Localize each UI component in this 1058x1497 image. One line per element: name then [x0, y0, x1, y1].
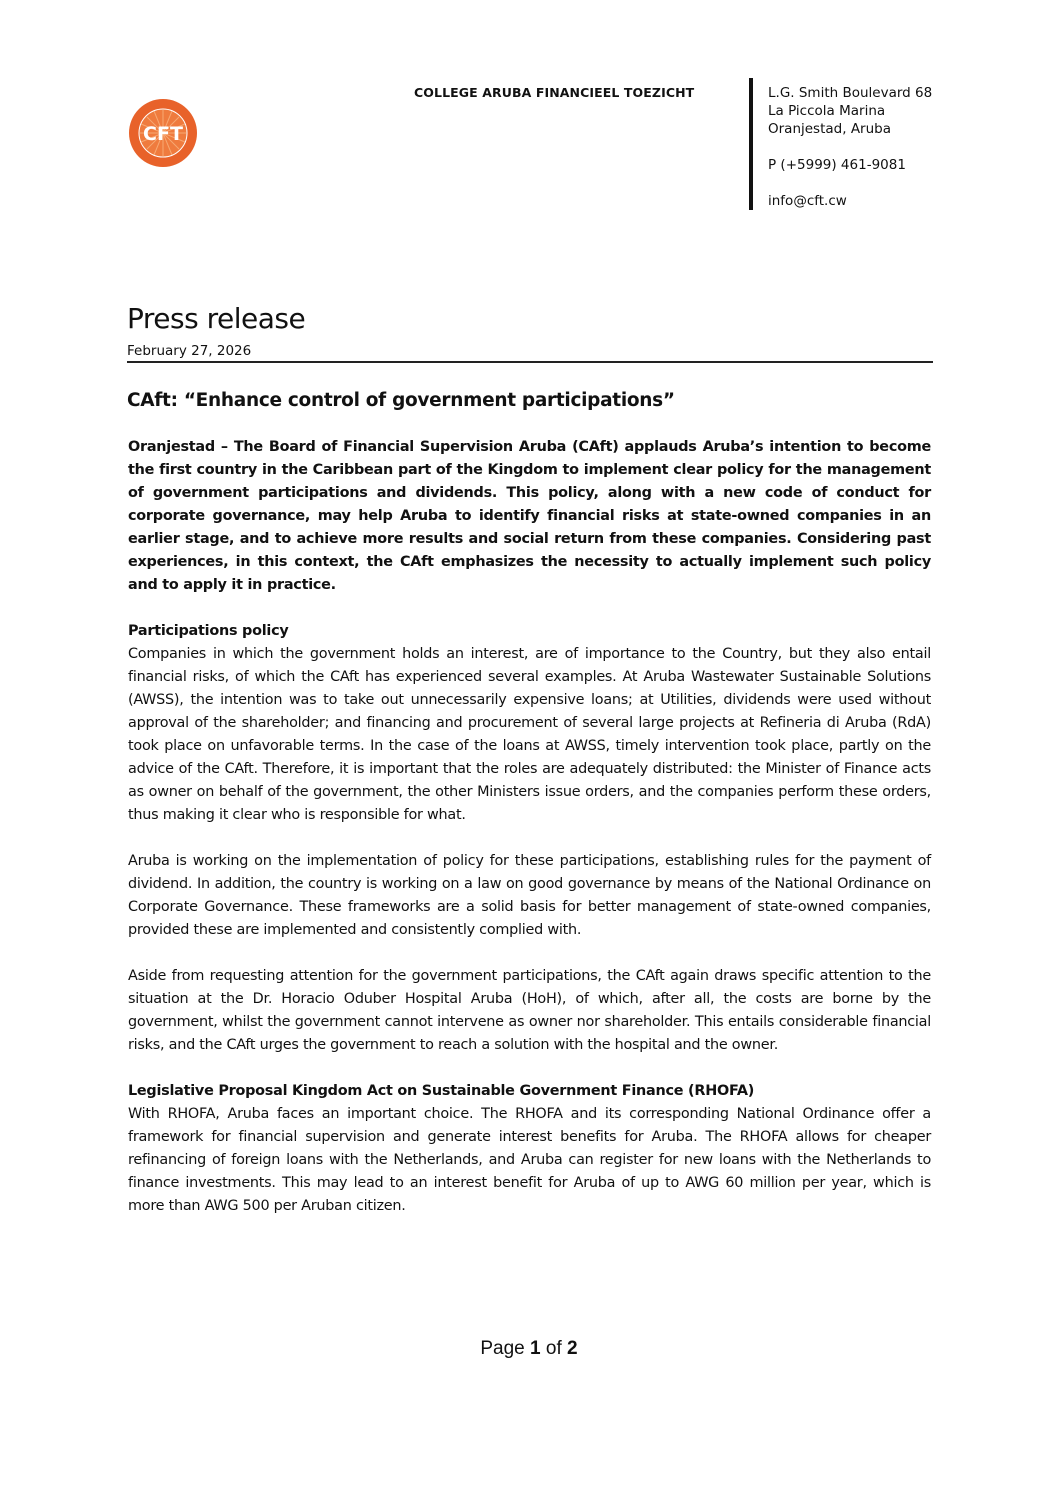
address-line-2: La Piccola Marina — [768, 103, 886, 119]
email-address[interactable]: info@cft.cw — [768, 193, 847, 209]
body-paragraph: With RHOFA, Aruba faces an important choice. The RHOFA and its corresponding National Ordinance offer a framework for financial supervision and generate interest benefits for Aruba. The RHOFA allows for cheaper refinancing of foreign loans with the Netherlands, and Aruba can register for new loans with the Netherlands to finance investments. This may lead to an interest benefit for Aruba of up to AWG 60 million per year, which is more than AWG 500 per Aruban citizen. — [128, 1106, 931, 1214]
cft-logo-icon — [128, 98, 198, 168]
lead-paragraph: Oranjestad – The Board of Financial Supervision Aruba (CAft) applauds Aruba’s intention to become the first country in the Caribbean part of the Kingdom to implement clear policy for the management of government participations and dividends. This policy, along with a new code of conduct for corporate governance, may help Aruba to identify financial risks at state-owned companies in an earlier stage, and to achieve more results and social return from these companies. Considering past experiences, in this context, the CAft emphasizes the necessity to actually implement such policy and to apply it in practice. — [128, 439, 931, 593]
release-date: February 27, 2026 — [127, 343, 252, 359]
total-pages: 2 — [567, 1338, 578, 1359]
page-word: Page — [480, 1338, 525, 1359]
document-type-title: Press release — [127, 302, 306, 335]
organization-name: COLLEGE ARUBA FINANCIEEL TOEZICHT — [414, 85, 695, 100]
body-paragraph: Aside from requesting attention for the government participations, the CAft again draws specific attention to the situation at the Dr. Horacio Oduber Hospital Aruba (HoH), of which, after all, the costs are borne by the government, whilst the government cannot intervene as owner nor shareholder. This entails considerable financial risks, and the CAft urges the government to reach a solution with the hospital and the owner. — [128, 968, 931, 1053]
address-line-1: L.G. Smith Boulevard 68 — [768, 85, 933, 101]
page-number-footer — [0, 1338, 1058, 1360]
address-line-3: Oranjestad, Aruba — [768, 121, 891, 137]
logo-text: CFT — [143, 123, 183, 145]
title-rule — [127, 361, 933, 363]
header-divider — [749, 78, 753, 210]
body-paragraph: Companies in which the government holds an interest, are of importance to the Country, but they also entail financial risks, of which the CAft has experienced several examples. At Aruba Wastewater Sustainable Solutions (AWSS), the intention was to take out unnecessarily expensive loans; at Utilities, dividends were used without approval of the shareholder; and financing and procurement of several large projects at Refineria di Aruba (RdA) took place on unfavorable terms. In the case of the loans at AWSS, timely intervention took place, partly on the advice of the CAft. Therefore, it is important that the roles are adequately distributed: the Minister of Finance acts as owner on behalf of the government, the other Ministers issue orders, and the companies perform these orders, thus making it clear who is responsible for what. — [128, 646, 931, 823]
current-page: 1 — [530, 1338, 541, 1359]
section-heading-participations: Participations policy — [128, 623, 289, 639]
of-word: of — [545, 1338, 562, 1359]
phone-number: P (+5999) 461-9081 — [768, 157, 906, 173]
contact-address-block — [768, 84, 932, 210]
body-paragraph: Aruba is working on the implementation of policy for these participations, establishing rules for the payment of dividend. In addition, the country is working on a law on good governance by means of the National Ordinance on Corporate Governance. These frameworks are a solid basis for better management of state-owned companies, provided these are implemented and consistently complied with. — [128, 853, 931, 938]
press-release-body — [128, 436, 931, 1241]
section-heading-rhofa: Legislative Proposal Kingdom Act on Sustainable Government Finance (RHOFA) — [128, 1083, 755, 1099]
headline: CAft: “Enhance control of government participations” — [127, 390, 675, 411]
